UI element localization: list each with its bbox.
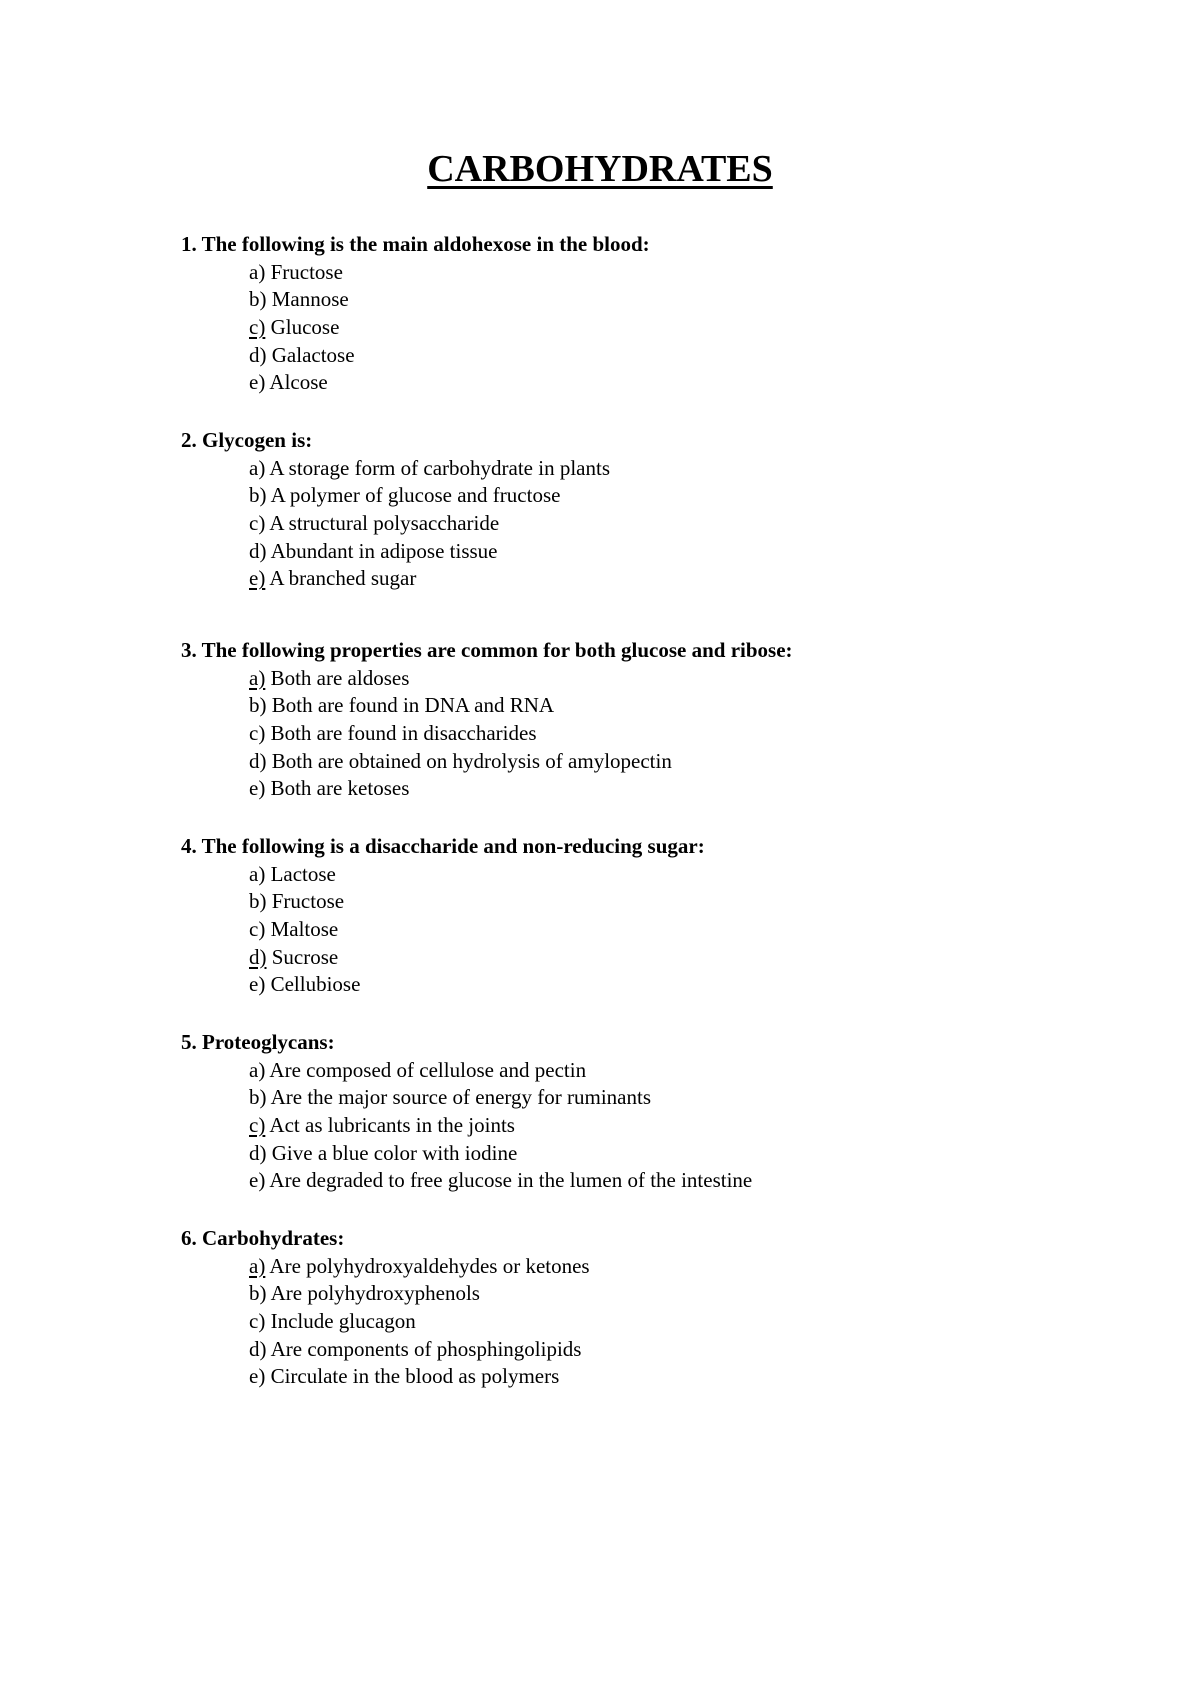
option-d: [249, 342, 1141, 370]
option-text: Circulate in the blood as polymers: [270, 1364, 560, 1389]
option-text: Give a blue color with iodine: [271, 1140, 518, 1165]
option-text: Maltose: [270, 917, 339, 942]
question-text: The following is a disaccharide and non-reducing sugar:: [201, 834, 705, 858]
option-list: [181, 665, 1141, 803]
option-c: [249, 1308, 1141, 1336]
option-a: [249, 1253, 1141, 1281]
option-text: Both are found in DNA and RNA: [271, 693, 555, 718]
option-text: Cellubiose: [270, 972, 361, 997]
option-e: [249, 775, 1141, 803]
option-text: Are polyhydroxyaldehydes or ketones: [269, 1253, 590, 1278]
option-b: [249, 1280, 1141, 1308]
option-text: Fructose: [270, 259, 343, 284]
question-stem: [181, 637, 1141, 665]
option-b: [249, 692, 1141, 720]
option-text: Are degraded to free glucose in the lumen of the intestine: [269, 1168, 753, 1193]
option-text: Abundant in adipose tissue: [270, 538, 498, 563]
question-1: [181, 231, 1141, 397]
option-letter: d): [249, 1336, 267, 1361]
question-6: [181, 1225, 1141, 1391]
option-b: [249, 286, 1141, 314]
option-text: Both are obtained on hydrolysis of amylopectin: [271, 748, 672, 773]
option-letter: b): [249, 889, 267, 914]
correct-option-letter: d): [249, 944, 267, 969]
option-d: [249, 748, 1141, 776]
option-text: A structural polysaccharide: [269, 511, 500, 536]
option-list: [181, 861, 1141, 999]
option-a: [249, 455, 1141, 483]
option-text: A polymer of glucose and fructose: [270, 483, 561, 508]
question-stem: [181, 1225, 1141, 1253]
question-text: Carbohydrates:: [202, 1226, 345, 1250]
question-4: [181, 833, 1141, 999]
question-stem: [181, 231, 1141, 259]
option-text: Both are found in disaccharides: [270, 721, 537, 746]
question-number: 2.: [181, 428, 197, 452]
option-text: Are composed of cellulose and pectin: [269, 1057, 587, 1082]
question-number: 1.: [181, 232, 197, 256]
option-letter: e): [249, 1168, 266, 1193]
option-list: [181, 259, 1141, 397]
option-a: [249, 1057, 1141, 1085]
option-e: [249, 1363, 1141, 1391]
option-text: Include glucagon: [270, 1309, 416, 1334]
option-text: Mannose: [271, 287, 349, 312]
option-text: Lactose: [270, 861, 336, 886]
option-letter: c): [249, 917, 266, 942]
option-letter: d): [249, 1140, 267, 1165]
option-letter: e): [249, 972, 266, 997]
correct-option-letter: e): [249, 566, 266, 591]
option-letter: b): [249, 1085, 267, 1110]
question-number: 6.: [181, 1226, 197, 1250]
question-number: 5.: [181, 1030, 197, 1054]
option-letter: c): [249, 721, 266, 746]
question-number: 3.: [181, 638, 197, 662]
option-text: Galactose: [271, 342, 355, 367]
option-e: [249, 971, 1141, 999]
option-text: Both are ketoses: [270, 776, 410, 801]
option-letter: c): [249, 511, 266, 536]
option-letter: b): [249, 1281, 267, 1306]
question-text: Glycogen is:: [202, 428, 313, 452]
option-text: A storage form of carbohydrate in plants: [269, 455, 610, 480]
question-3: [181, 637, 1141, 803]
correct-option-letter: a): [249, 1253, 266, 1278]
option-e: [249, 369, 1141, 397]
option-letter: d): [249, 538, 267, 563]
option-text: A branched sugar: [269, 566, 417, 591]
option-letter: a): [249, 455, 266, 480]
question-2: [181, 427, 1141, 593]
option-b: [249, 1084, 1141, 1112]
option-c: [249, 720, 1141, 748]
option-d: [249, 1140, 1141, 1168]
option-e: [249, 565, 1141, 593]
question-text: The following properties are common for both glucose and ribose:: [201, 638, 793, 662]
option-d: [249, 1336, 1141, 1364]
option-letter: b): [249, 483, 267, 508]
option-c: [249, 916, 1141, 944]
question-stem: [181, 427, 1141, 455]
option-text: Alcose: [269, 370, 328, 395]
question-number: 4.: [181, 834, 197, 858]
option-text: Both are aldoses: [270, 665, 410, 690]
option-d: [249, 538, 1141, 566]
question-stem: [181, 833, 1141, 861]
question-5: [181, 1029, 1141, 1195]
option-c: [249, 510, 1141, 538]
option-c: [249, 314, 1141, 342]
option-list: [181, 1057, 1141, 1195]
option-a: [249, 665, 1141, 693]
option-text: Glucose: [270, 315, 340, 340]
option-letter: a): [249, 861, 266, 886]
option-b: [249, 482, 1141, 510]
option-letter: e): [249, 370, 266, 395]
option-text: Are components of phosphingolipids: [270, 1336, 582, 1361]
question-text: The following is the main aldohexose in the blood:: [201, 232, 650, 256]
option-letter: a): [249, 259, 266, 284]
option-d: [249, 944, 1141, 972]
question-text: Proteoglycans:: [202, 1030, 335, 1054]
option-text: Are the major source of energy for ruminants: [270, 1085, 651, 1110]
document-title: [0, 147, 1200, 191]
option-letter: b): [249, 693, 267, 718]
option-letter: d): [249, 342, 267, 367]
option-c: [249, 1112, 1141, 1140]
option-list: [181, 455, 1141, 593]
option-list: [181, 1253, 1141, 1391]
option-letter: d): [249, 748, 267, 773]
option-text: Fructose: [271, 889, 345, 914]
correct-option-letter: c): [249, 1113, 266, 1138]
option-text: Are polyhydroxyphenols: [270, 1281, 480, 1306]
option-letter: b): [249, 287, 267, 312]
option-letter: a): [249, 1057, 266, 1082]
option-e: [249, 1167, 1141, 1195]
correct-option-letter: c): [249, 315, 266, 340]
correct-option-letter: a): [249, 665, 266, 690]
option-b: [249, 888, 1141, 916]
option-letter: e): [249, 776, 266, 801]
option-text: Sucrose: [271, 944, 339, 969]
option-a: [249, 861, 1141, 889]
question-stem: [181, 1029, 1141, 1057]
document-title-text: CARBOHYDRATES: [427, 148, 773, 190]
option-a: [249, 259, 1141, 287]
option-letter: e): [249, 1364, 266, 1389]
option-text: Act as lubricants in the joints: [269, 1113, 515, 1138]
option-letter: c): [249, 1309, 266, 1334]
